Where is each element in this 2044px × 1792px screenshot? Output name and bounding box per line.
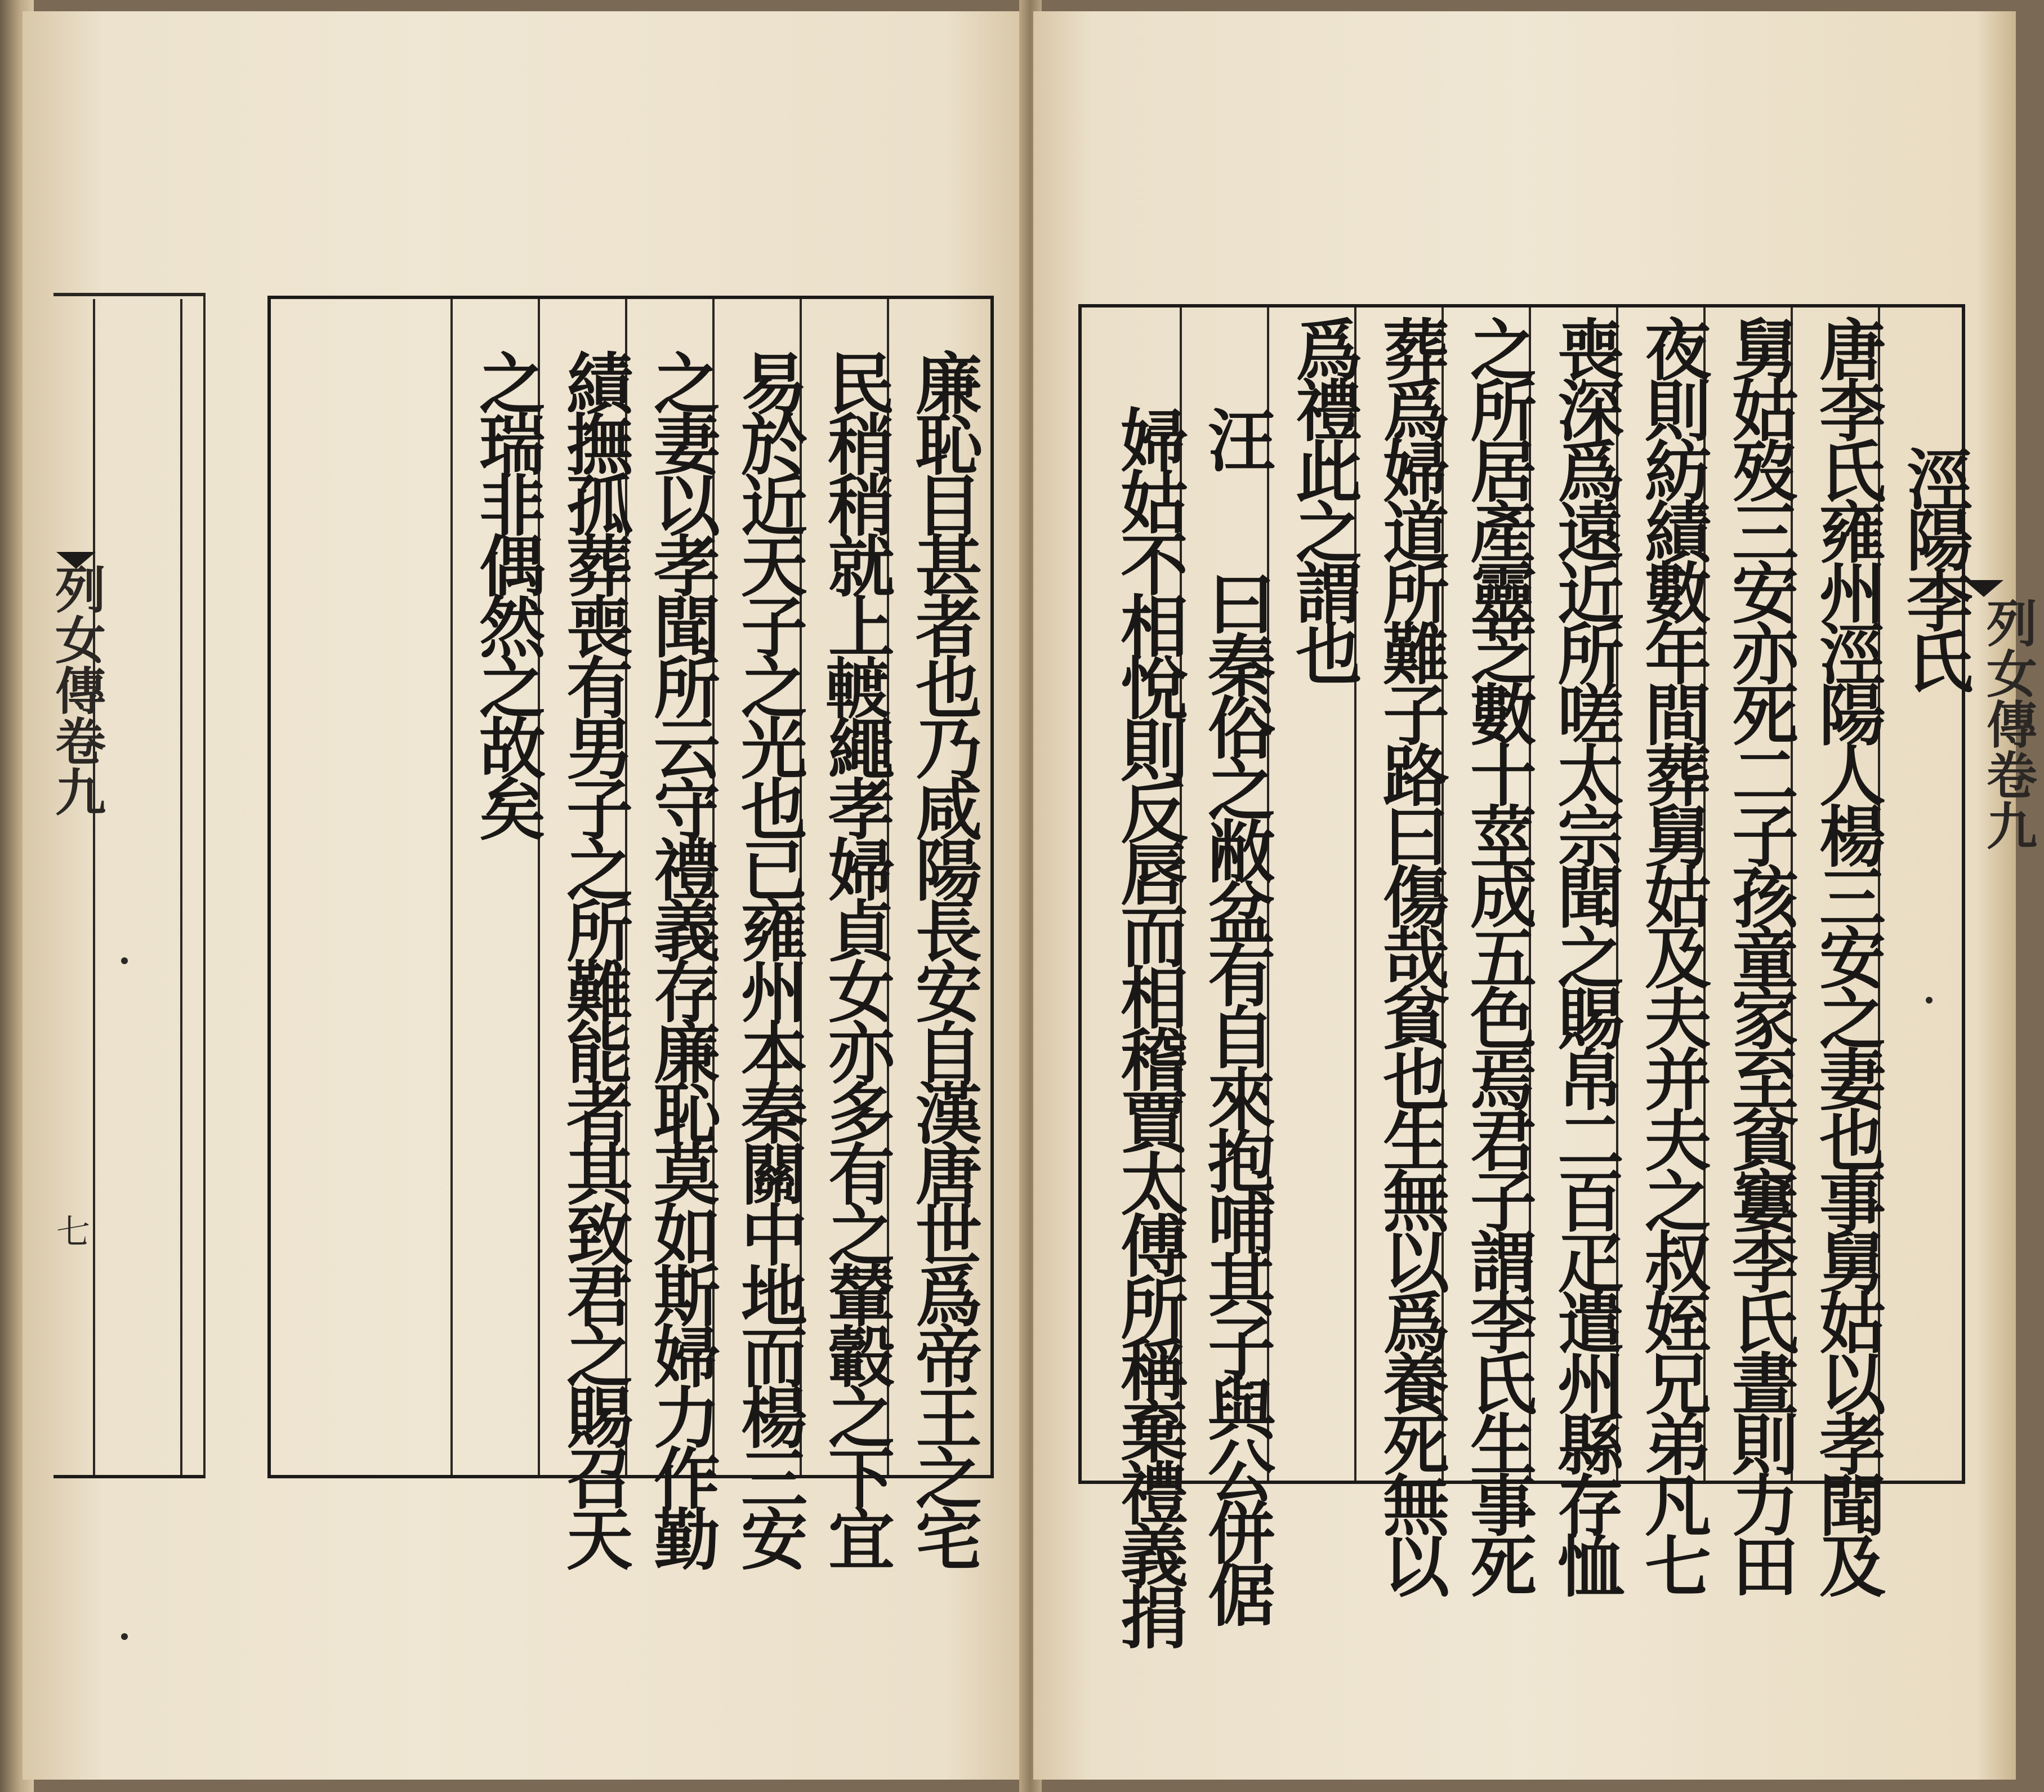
column-rule [450, 299, 453, 1475]
text-column: 夜則紡績數年間葬舅姑及夫并夫之叔姪兄弟凡七 [1634, 315, 1712, 1593]
fishtail-mark [56, 552, 96, 569]
text-column: 民稍稍就上𨍏繩孝婦貞女亦多有之輦轂之下宜 [817, 349, 895, 1566]
ink-dot [1926, 997, 1933, 1004]
side-label: 列女傳卷九 [46, 563, 106, 817]
text-column: 之所居產靈芝數十莖成五色焉君子謂李氏生事死 [1459, 315, 1537, 1593]
text-column: 廉恥目甚者也乃咸陽長安自漢唐世爲帝王之宅 [904, 349, 983, 1566]
text-column: 唐李氏雍州涇陽人楊三安之妻也事舅姑以孝聞及 [1808, 315, 1886, 1593]
gloss-column: 婦姑不相悅則反唇而相稽賈太傅所稱棄禮義捐 [1109, 405, 1189, 1644]
text-column: 易於近天子之光也已雍州本秦關中地而楊三安 [730, 349, 808, 1566]
gloss-head: 汪 [1197, 405, 1276, 467]
fishtail-mark [1964, 580, 2003, 597]
text-column: 爲禮此之謂也 [1284, 315, 1363, 680]
text-column: 舅姑歿三安亦死二子孩童家至貧窶李氏晝則力田 [1721, 315, 1799, 1593]
text-column: 績撫孤葬喪有男子之所難能者其致君之賜召天 [555, 349, 633, 1566]
side-label: 列女傳卷九 [1978, 597, 2037, 850]
column-rule [93, 299, 95, 1475]
page-number: 七 [56, 1213, 90, 1252]
text-column: 喪深爲遠近所嗟太宗聞之賜帛二百疋遣州縣存恤 [1546, 315, 1625, 1593]
left-outer-frame [53, 293, 206, 1478]
gloss-column: 曰秦俗之敝盆有自來抱哺其子與公併倨 [1197, 569, 1276, 1622]
text-column: 之妻以孝聞所云守禮義存廉恥莫如斯婦力作勤 [642, 349, 721, 1566]
ink-dot [121, 957, 128, 964]
section-title: 涇陽李氏 [1895, 445, 1974, 688]
text-column: 之瑞非偶然之故矣 [468, 349, 546, 836]
ink-dot [121, 1633, 128, 1640]
text-column: 葬爲婦道所難子路曰傷哉貧也生無以爲養死無以 [1372, 315, 1450, 1593]
column-rule [180, 299, 182, 1475]
